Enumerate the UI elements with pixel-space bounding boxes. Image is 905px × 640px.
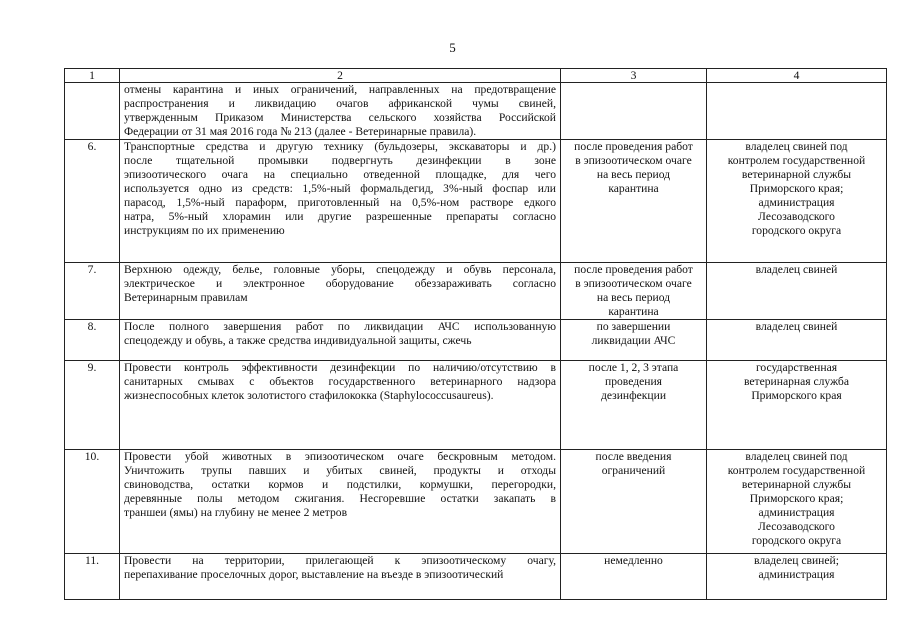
responsible-cell	[707, 83, 887, 140]
responsible-text-line: администрация	[758, 568, 835, 581]
action-text-line: Уничтожить трупы павших и убитых свиней, продукты и отходы	[124, 464, 556, 477]
action-text-line: электрическое и электронное оборудование обеззараживать согласно	[124, 277, 556, 290]
responsible-text-line: Приморского края;	[749, 492, 844, 505]
responsible-text-line: ветеринарная служба	[744, 375, 849, 388]
action-text-line: используется одно из средств: 1,5%-ный формальдегид, 3%-ный фоспар или	[124, 182, 556, 195]
action-text-line: Транспортные средства и другую технику (бульдозеры, экскаваторы и др.)	[124, 140, 556, 153]
responsible-text-line: Приморского края;	[749, 182, 844, 195]
timing-text-line: после проведения работ	[574, 263, 693, 276]
responsible-text-line: владелец свиней	[755, 320, 838, 333]
timing-text-line: в эпизоотическом очаге	[575, 277, 692, 290]
responsible-text-line: Лесозаводского	[758, 210, 835, 223]
table-row	[65, 361, 887, 450]
responsible-cell	[707, 450, 887, 554]
timing-text-line: дезинфекции	[600, 389, 667, 402]
timing-cell	[561, 554, 707, 600]
action-text-line: траншеи (ямы) на глубину не менее 2 метров	[124, 506, 348, 519]
table-row	[65, 263, 887, 320]
responsible-text-line: государственная	[755, 361, 838, 374]
action-text-line: жизнеспособных клеток золотистого стафилококка (Staphylococcusaureus).	[124, 389, 494, 402]
row-number: 10.	[65, 450, 120, 554]
responsible-text-line: ветеринарной службы	[741, 168, 852, 181]
responsible-cell	[707, 263, 887, 320]
responsible-text-line: Приморского края	[751, 389, 842, 402]
action-text-line: инструкциям по их применению	[124, 224, 285, 237]
responsible-text-line: городского округа	[751, 224, 842, 237]
action-text-line: Ветеринарным правилам	[124, 291, 248, 304]
row-number: 8.	[65, 320, 120, 361]
action-text-line: Провести контроль эффективности дезинфекции по наличию/отсутствию в	[124, 361, 556, 374]
action-text-line: перепахивание проселочных дорог, выставление на въезде в эпизоотический	[124, 568, 504, 581]
responsible-text-line: владелец свиней под	[745, 450, 848, 463]
action-text-line: парасод, 1,5%-ный параформ, приготовленный на 0,5%-ном растворе едкого	[124, 196, 556, 209]
responsible-text-line: владелец свиней	[755, 263, 838, 276]
timing-cell	[561, 450, 707, 554]
timing-text-line: после 1, 2, 3 этапа	[588, 361, 679, 374]
timing-text-line: карантина	[608, 305, 659, 318]
responsible-text-line: Лесозаводского	[758, 520, 835, 533]
responsible-cell	[707, 320, 887, 361]
responsible-cell	[707, 554, 887, 600]
action-text-line: После полного завершения работ по ликвидации АЧС использованную	[124, 320, 556, 333]
action-text-line: санитарных смывах с объектов государственного ветеринарного надзора	[124, 375, 556, 388]
action-text-line: Провести на территории, прилегающей к эпизоотическому очагу,	[124, 554, 556, 567]
timing-text-line: после проведения работ	[574, 140, 693, 153]
responsible-text-line: владелец свиней;	[754, 554, 839, 567]
action-text-line: спецодежду и обувь, а также средства индивидуальной защиты, сжечь	[124, 334, 472, 347]
action-text-line: эпизоотического очага на специально отведенной площадке, для чего	[124, 168, 556, 181]
row-number: 11.	[65, 554, 120, 600]
column-header-1: 1	[65, 69, 120, 83]
action-text-line: Провести убой животных в эпизоотическом очаге бескровным методом.	[124, 450, 556, 463]
row-number: 9.	[65, 361, 120, 450]
timing-text-line: на весь период	[596, 291, 671, 304]
column-header-3: 3	[561, 69, 707, 83]
responsible-text-line: контролем государственной	[727, 154, 866, 167]
action-cell	[120, 83, 561, 140]
action-cell	[120, 361, 561, 450]
row-number	[65, 83, 120, 140]
page-number: 5	[449, 40, 456, 55]
action-text-line: Федерации от 31 мая 2016 года № 213 (далее - Ветеринарные правила).	[124, 125, 477, 138]
row-number: 6.	[65, 140, 120, 263]
table-row	[65, 83, 887, 140]
timing-cell	[561, 263, 707, 320]
action-text-line: отмены карантина и иных ограничений, направленных на предотвращение	[124, 83, 556, 96]
table-row	[65, 320, 887, 361]
action-text-line: натра, 5%-ный хлорамин или другие разрешенные препараты согласно	[124, 210, 556, 223]
timing-text-line: проведения	[605, 375, 662, 388]
action-cell	[120, 263, 561, 320]
column-header-4: 4	[707, 69, 887, 83]
table-header-row	[65, 69, 887, 83]
timing-text-line: после введения	[595, 450, 672, 463]
table-row	[65, 554, 887, 600]
responsible-text-line: контролем государственной	[727, 464, 866, 477]
action-text-line: после тщательной промывки подвергнуть дезинфекции в зоне	[124, 154, 556, 167]
timing-cell	[561, 320, 707, 361]
row-number: 7.	[65, 263, 120, 320]
timing-text-line: на весь период	[596, 168, 671, 181]
timing-text-line: ограничений	[601, 464, 666, 477]
responsible-text-line: владелец свиней под	[745, 140, 848, 153]
action-text-line: Верхнюю одежду, белье, головные уборы, спецодежду и обувь персонала,	[124, 263, 556, 276]
action-text-line: утвержденным Приказом Министерства сельского хозяйства Российской	[124, 111, 556, 124]
action-text-line: распространения и ликвидацию очагов африканской чумы свиней,	[124, 97, 556, 110]
responsible-text-line: администрация	[758, 196, 835, 209]
action-cell	[120, 554, 561, 600]
action-text-line: деревянные полы методом сжигания. Несгоревшие остатки закапать в	[124, 492, 556, 505]
action-cell	[120, 140, 561, 263]
action-cell	[120, 320, 561, 361]
responsible-text-line: ветеринарной службы	[741, 478, 852, 491]
timing-text-line: ликвидации АЧС	[591, 334, 676, 347]
responsible-text-line: городского округа	[751, 534, 842, 547]
table-row	[65, 140, 887, 263]
responsible-text-line: администрация	[758, 506, 835, 519]
responsible-cell	[707, 361, 887, 450]
timing-text-line: в эпизоотическом очаге	[575, 154, 692, 167]
responsible-cell	[707, 140, 887, 263]
timing-cell	[561, 83, 707, 140]
action-cell	[120, 450, 561, 554]
timing-text-line: карантина	[608, 182, 659, 195]
column-header-2: 2	[120, 69, 561, 83]
timing-cell	[561, 361, 707, 450]
timing-text-line: по завершении	[596, 320, 671, 333]
timing-cell	[561, 140, 707, 263]
measures-table	[64, 68, 887, 600]
timing-text-line: немедленно	[604, 554, 663, 567]
action-text-line: свиноводства, остатки кормов и подстилки, кормушки, перегородки,	[124, 478, 556, 491]
table-row	[65, 450, 887, 554]
